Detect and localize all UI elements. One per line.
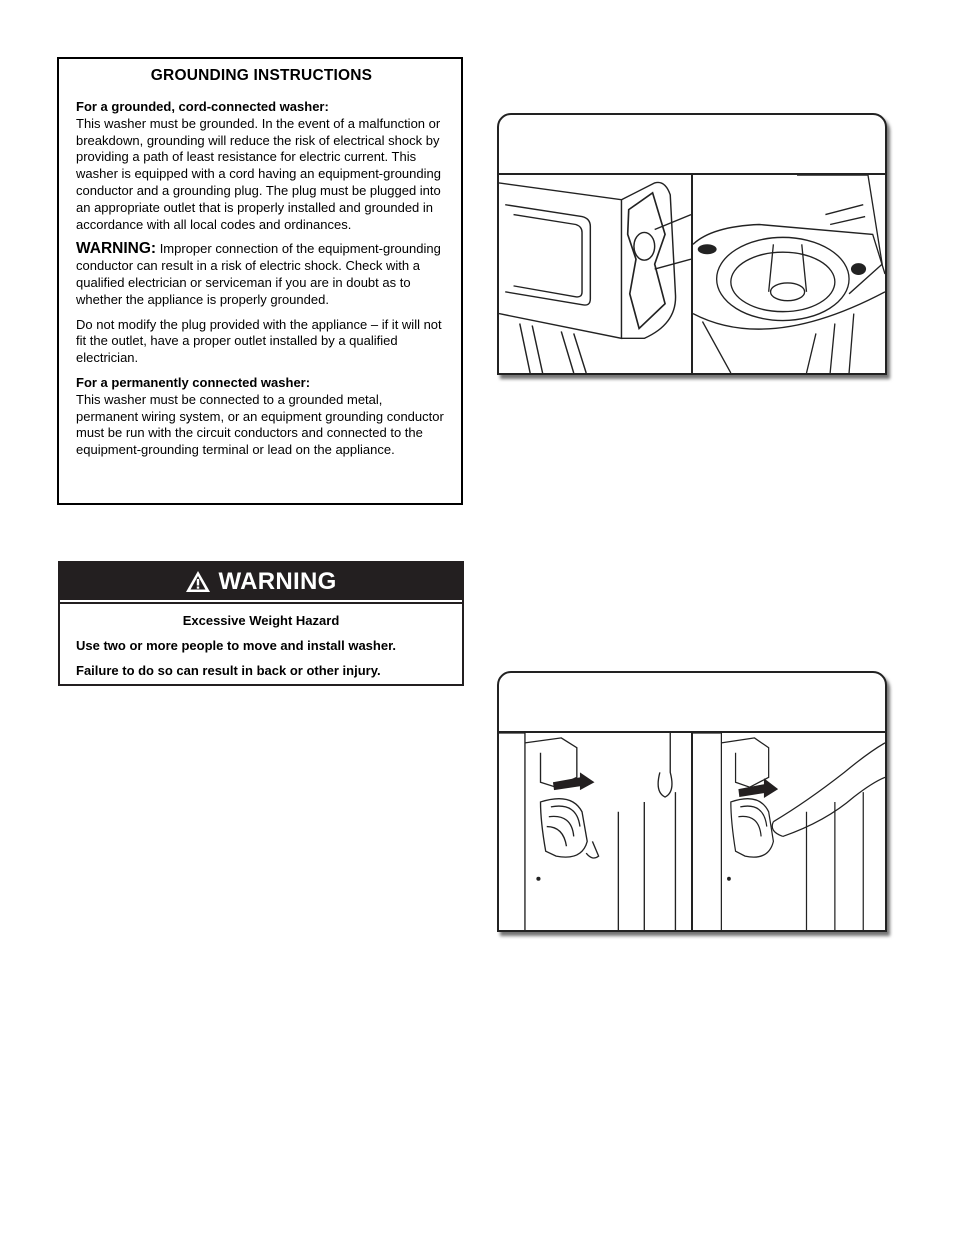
illustration-caption-area [499, 115, 885, 175]
weight-warning-box [58, 561, 464, 686]
illustration-pull-hose-panel [691, 733, 885, 930]
warning-banner-label: WARNING [218, 567, 337, 595]
illustration-remove-hose-panel [499, 733, 691, 930]
grounding-warning-lead: WARNING: [76, 240, 157, 258]
illustration-panel-lid [497, 113, 887, 375]
warning-line-1: Use two or more people to move and install washer. [76, 638, 397, 653]
warning-body [60, 602, 462, 684]
permanent-text: This washer must be connected to a grounded metal, permanent wiring system, or an equipment grounding conductor must be run with the circuit conductors and connected to the equipment-grounding terminal or lead on the appliance. [76, 391, 444, 458]
cord-connected-heading: For a grounded, cord-connected washer: [76, 99, 329, 114]
warning-triangle-icon [185, 570, 211, 593]
illustration-panel-hose [497, 671, 887, 932]
illustration-open-lid-panel [691, 175, 885, 373]
grounding-title: GROUNDING INSTRUCTIONS [150, 67, 373, 84]
permanent-heading: For a permanently connected washer: [76, 374, 311, 390]
cord-connected-text: This washer must be grounded. In the event of a malfunction or breakdown, grounding will reduce the risk of electrical shock by providing a path of least resistance for electric current. This washer is equipped with a cord having an equipment-grounding conductor and a grounding plug. The plug must be plugged into an appropriate outlet that is properly installed and grounded in accordance with all local codes and ordinances. [76, 115, 441, 232]
hazard-title: Excessive Weight Hazard [182, 613, 340, 628]
grounding-instructions-box [57, 57, 463, 505]
grounding-warning-paragraph [76, 241, 447, 308]
warning-banner [60, 563, 462, 600]
modify-plug-text: Do not modify the plug provided with the appliance – if it will not fit the outlet, have a proper outlet installed by a qualified electrician. [76, 316, 442, 366]
grounding-warning-text: Improper connection of the equipment-grounding conductor can result in a risk of electric shock. Check with a qualified electrician or serviceman if you are in doubt as to whether the appliance is properly grounded. [76, 241, 441, 307]
illustration-caption-area [499, 673, 885, 733]
warning-line-2: Failure to do so can result in back or other injury. [76, 663, 381, 678]
illustration-remove-shipping-panel [499, 175, 691, 373]
